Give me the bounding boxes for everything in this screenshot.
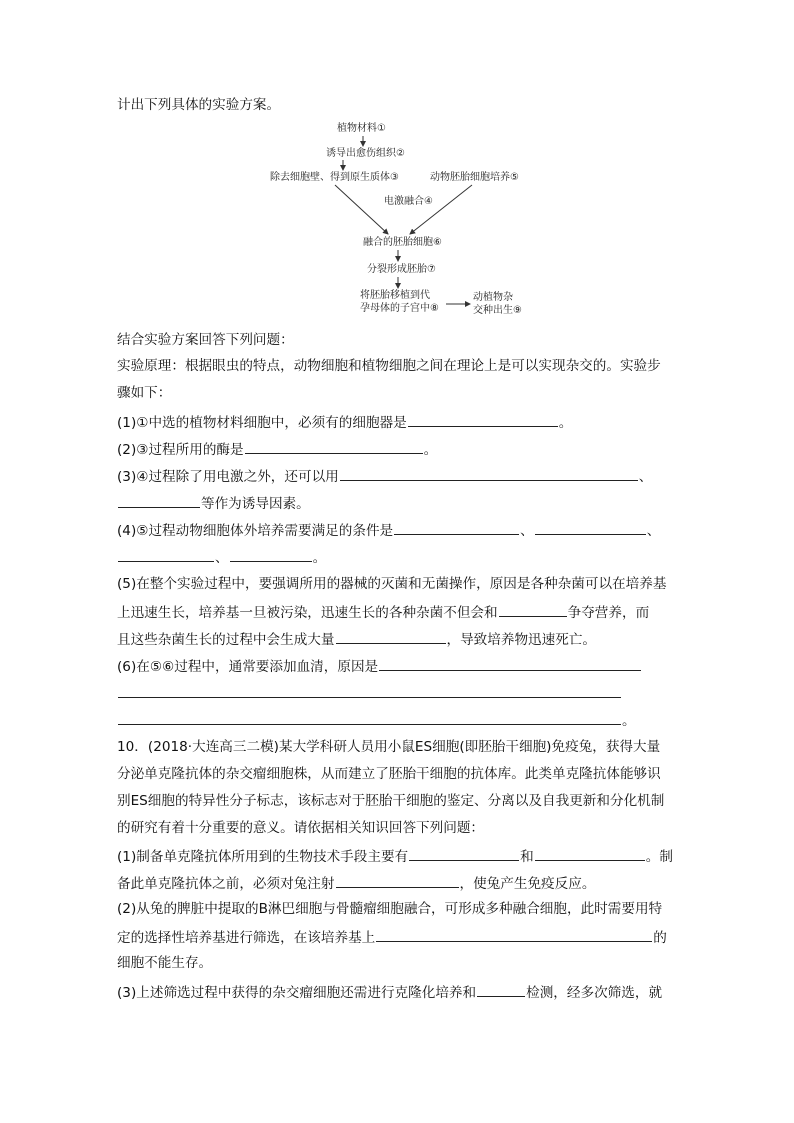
q9-principle-line1: 实验原理：根据眼虫的特点，动物细胞和植物细胞之间在理论上是可以实现杂交的。实验步 <box>117 358 661 374</box>
q9-sub1-text: (1)①中选的植物材料细胞中，必须有的细胞器是 <box>117 415 407 431</box>
q9-sub6-line3 <box>117 710 636 730</box>
q9-sub3-line1 <box>117 466 652 486</box>
answer-blank[interactable] <box>245 439 423 454</box>
q10-part2-text-b: 的 <box>653 930 667 946</box>
q9-sub4-line1 <box>117 520 660 540</box>
node-callus: 诱导出愈伤组织② <box>326 148 405 159</box>
answer-blank[interactable] <box>535 846 645 861</box>
q9-sub6-line1 <box>117 656 642 676</box>
q9-sub5-line2 <box>117 602 649 622</box>
q10-part1-line2 <box>117 873 595 893</box>
answer-blank[interactable] <box>118 547 214 562</box>
answer-blank[interactable] <box>408 412 558 427</box>
answer-blank[interactable] <box>394 520 519 535</box>
q9-sub2-text: (2)③过程所用的酶是 <box>117 442 244 458</box>
answer-blank[interactable] <box>118 710 621 725</box>
q10-part1-and: 和 <box>520 849 534 865</box>
q10-line1: 10．(2018·大连高三二模)某大学科研人员用小鼠ES细胞(即胚胎干细胞)免疫兔，获得大量 <box>117 739 661 755</box>
q9-sub5-text3: 且这些杂菌生长的过程中会生成大量 <box>117 632 335 648</box>
q10-line3: 别ES细胞的特异性分子标志，该标志对于胚胎干细胞的鉴定、分离以及自我更新和分化机制 <box>117 793 665 809</box>
answer-blank[interactable] <box>409 846 519 861</box>
q9-sub4-sep1: 、 <box>520 523 534 539</box>
answer-blank[interactable] <box>477 982 525 997</box>
q10-part1-text: (1)制备单克隆抗体所用到的生物技术手段主要有 <box>117 849 409 865</box>
node-hybrid-line1: 动植物杂 <box>473 292 513 303</box>
answer-blank[interactable] <box>230 547 312 562</box>
q10-part2-line3: 细胞不能生存。 <box>117 955 213 971</box>
node-electro-fusion: 电激融合④ <box>384 196 433 207</box>
q9-sub6-line2 <box>117 683 622 703</box>
q9-sub1 <box>117 412 572 432</box>
answer-blank[interactable] <box>379 656 641 671</box>
node-transplant-line2: 孕母体的子宫中⑧ <box>360 303 439 314</box>
q9-lead: 结合实验方案回答下列问题： <box>117 332 294 348</box>
q9-sub5-text3b: ，导致培养物迅速死亡。 <box>446 632 597 648</box>
q10-part3-line1 <box>117 982 662 1002</box>
answer-blank[interactable] <box>336 629 446 644</box>
arrow-3-6 <box>335 185 388 234</box>
q10-part1-line1 <box>117 846 673 866</box>
q10-part2-line1: (2)从兔的脾脏中提取的B淋巴细胞与骨髓瘤细胞融合，可形成多种融合细胞，此时需要用特 <box>117 901 663 917</box>
answer-blank[interactable] <box>118 493 200 508</box>
node-animal-embryo-culture: 动物胚胎细胞培养⑤ <box>430 172 519 183</box>
q9-sub4-sep3: 、 <box>215 550 229 566</box>
q9-principle-line2: 骤如下： <box>117 385 172 401</box>
q9-sub2 <box>117 439 437 459</box>
answer-blank[interactable] <box>118 683 621 698</box>
arrow-5-6 <box>410 185 472 234</box>
q10-part1-text2b: ，使兔产生免疫反应。 <box>459 876 596 892</box>
answer-blank[interactable] <box>336 873 459 888</box>
node-fused-embryo-cell: 融合的胚胎细胞⑥ <box>363 237 442 248</box>
q10-part1-text2: 备此单克隆抗体之前，必须对兔注射 <box>117 876 335 892</box>
q9-sub3-tail: 等作为诱导因素。 <box>201 496 310 512</box>
intro-line: 计出下列具体的实验方案。 <box>117 97 281 113</box>
q9-sub2-end: 。 <box>423 442 438 458</box>
q9-sub6-text: (6)在⑤⑥过程中，通常要添加血清，原因是 <box>117 659 379 675</box>
answer-blank[interactable] <box>376 927 652 942</box>
q9-sub4-end: 。 <box>312 550 327 566</box>
node-plant-material: 植物材料① <box>337 123 386 134</box>
answer-blank[interactable] <box>499 602 567 617</box>
q10-part2-line2 <box>117 927 667 947</box>
q9-sub5-line1: (5)在整个实验过程中，要强调所用的器械的灭菌和无菌操作，原因是各种杂菌可以在培养基 <box>117 576 667 592</box>
q10-part2-text: 定的选择性培养基进行筛选，在该培养基上 <box>117 930 376 946</box>
answer-blank[interactable] <box>535 520 646 535</box>
q9-sub1-end: 。 <box>558 415 573 431</box>
q9-sub3-sep: 、 <box>638 469 653 485</box>
q10-part3-text: (3)上述筛选过程中获得的杂交瘤细胞还需进行克隆化培养和 <box>117 985 477 1001</box>
q9-sub6-end: 。 <box>622 713 636 729</box>
node-protoplast: 除去细胞壁、得到原生质体③ <box>270 172 399 183</box>
q9-sub5-text2b: 争夺营养，而 <box>567 605 650 621</box>
q9-sub5-line3 <box>117 629 596 649</box>
q9-sub5-text2: 上迅速生长，培养基一旦被污染，迅速生长的各种杂菌不但会和 <box>117 605 498 621</box>
q9-sub4-sep2: 、 <box>646 523 661 539</box>
q10-part3-text-b: 检测，经多次筛选，就 <box>526 985 663 1001</box>
q9-sub4-text: (4)⑤过程动物细胞体外培养需要满足的条件是 <box>117 523 394 539</box>
q9-sub3-text: (3)④过程除了用电激之外，还可以用 <box>117 469 339 485</box>
q9-sub3-line2 <box>117 493 310 513</box>
node-embryo-formation: 分裂形成胚胎⑦ <box>367 264 436 275</box>
q10-line4: 的研究有着十分重要的意义。请依据相关知识回答下列问题： <box>117 820 485 836</box>
q10-line2: 分泌单克隆抗体的杂交瘤细胞株，从而建立了胚胎干细胞的抗体库。此类单克隆抗体能够识 <box>117 766 661 782</box>
q9-sub4-line2 <box>117 547 326 567</box>
q10-part1-end: 。制 <box>645 849 673 865</box>
node-transplant-line1: 将胚胎移植到代 <box>360 290 430 301</box>
answer-blank[interactable] <box>340 466 638 481</box>
node-hybrid-line2: 交种出生⑨ <box>473 305 522 316</box>
